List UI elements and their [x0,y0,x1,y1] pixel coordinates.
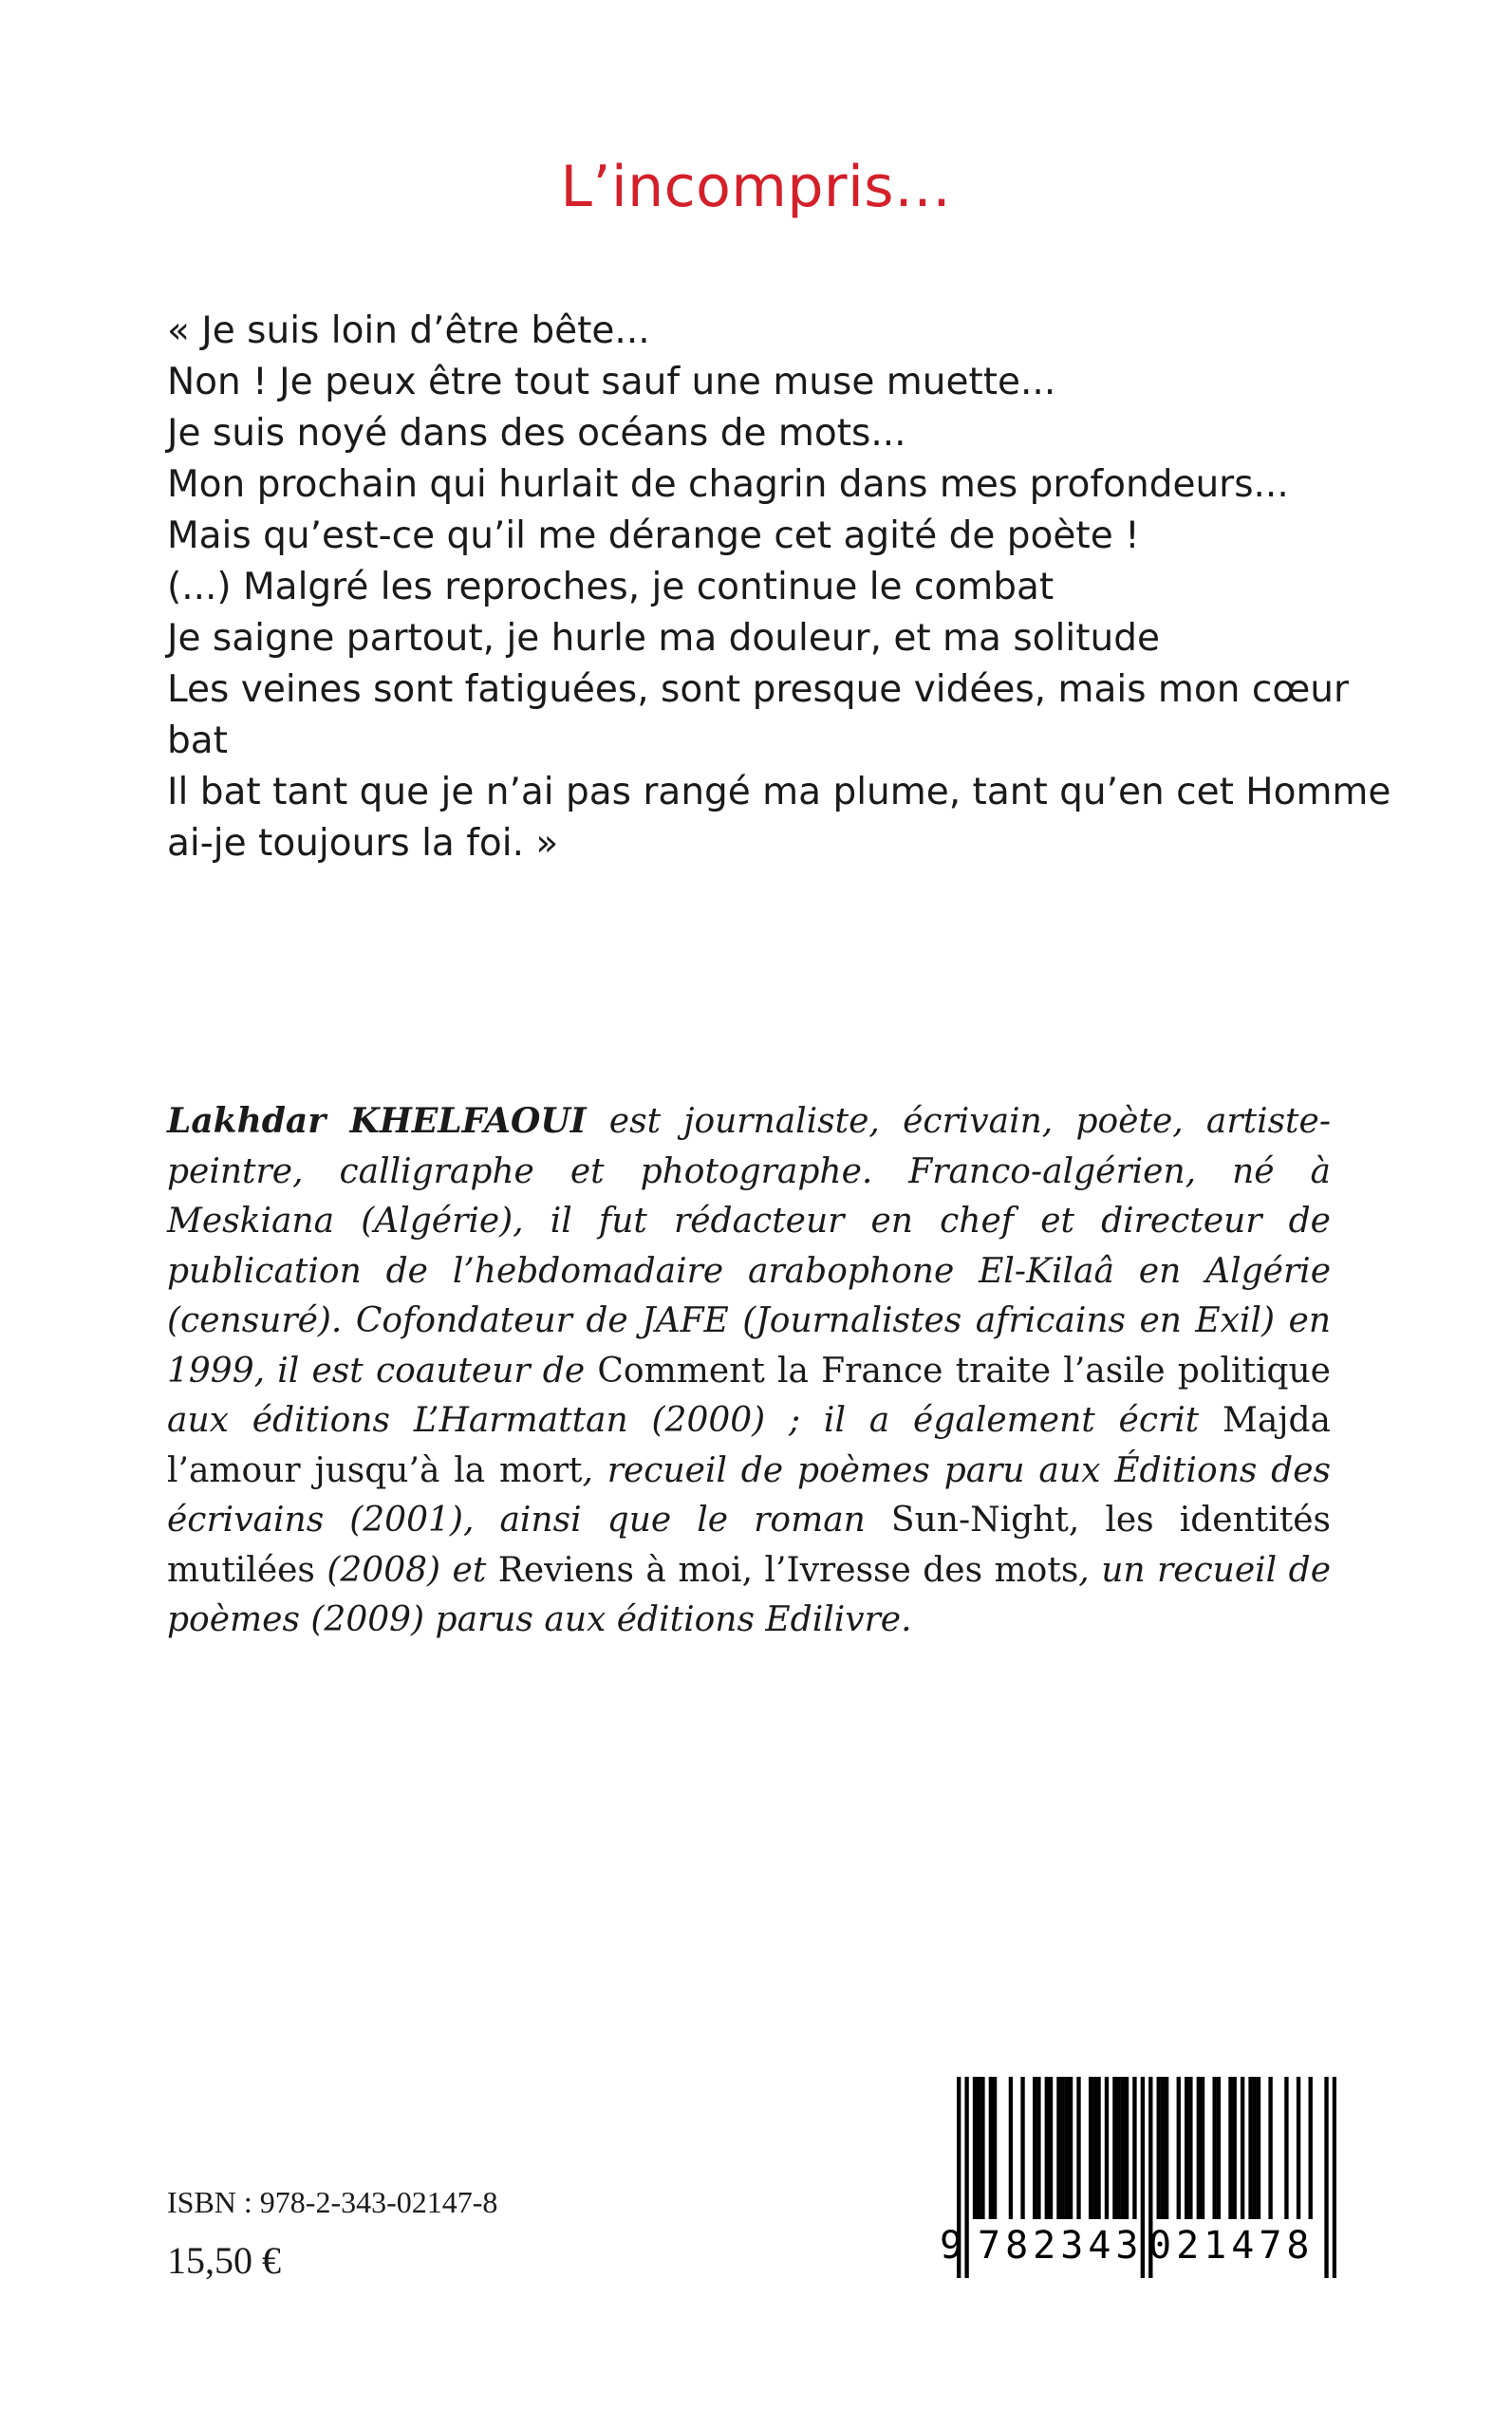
barcode-bar [1105,2077,1109,2219]
author-name: Lakhdar KHELFAOUI [167,1101,587,1141]
bio-text: (2008) et [314,1550,498,1590]
barcode-bar [1165,2077,1168,2219]
poem-line: Mon prochain qui hurlait de chagrin dans mes profondeurs... [167,463,1289,506]
poem-line: Je suis noyé dans des océans de mots... [167,412,906,455]
barcode-bar [1161,2077,1165,2219]
barcode-bar [1092,2077,1096,2219]
barcode-bar [1036,2077,1040,2219]
barcode-bar [1089,2077,1092,2219]
poem-line: Mais qu’est-ce qu’il me dérange cet agité de poète ! [167,514,1140,557]
barcode-digits [940,2224,1338,2281]
barcode-bar [1257,2077,1260,2219]
barcode-bar [1233,2077,1237,2219]
barcode-bar [989,2077,993,2219]
poem-line: Je saigne partout, je hurle ma douleur, et ma solitude [167,617,1160,660]
poem-line: Non ! Je peux être tout sauf une muse muette... [167,361,1056,403]
barcode-bar [1112,2077,1116,2219]
barcode-bar [973,2077,977,2219]
poem-excerpt [167,306,1391,869]
poem-line: Les veines sont fatiguées, sont presque vidées, mais mon cœur [167,668,1349,711]
barcode-bar [1049,2077,1053,2219]
barcode-bar [1045,2077,1049,2219]
barcode-bar [1076,2077,1080,2219]
bio-text: aux éditions L’Harmattan (2000) ; il a également écrit [167,1401,1223,1440]
barcode-bar [993,2077,997,2219]
barcode-bar [1228,2077,1232,2219]
barcode-bar [1065,2077,1069,2219]
author-biography [167,1096,1331,1646]
poem-line: Il bat tant que je n’ai pas rangé ma plume, tant qu’en cet Homme [167,771,1391,813]
barcode-bar [1157,2077,1161,2219]
bio-text: est journaliste, écrivain, poète, artiste-peintre, calligraphe et photographe. Franco-algérien, né à Meskiana (Algérie), il fut rédacteur en chef et directeur de publication de l’hebdomadaire arabophone El-Kilaâ en Algérie (censuré). Cofondateur de JAFE (Journalistes africains en Exil) en 1999, il est coauteur de [167,1102,1331,1391]
barcode-bar [1177,2077,1181,2219]
poem-line: « Je suis loin d’être bête... [167,309,650,352]
barcode-bar [1241,2077,1244,2219]
barcode-bar [1096,2077,1100,2219]
book-title: Sun-Night, les identités mutilées [167,1501,1331,1590]
cover-title: L’incompris… [560,154,952,220]
book-title: Reviens à moi, l’Ivresse des mots [497,1550,1079,1590]
barcode-bar [1132,2077,1136,2219]
barcode-bar [1069,2077,1073,2219]
barcode-bar [980,2077,984,2219]
barcode-bar [1185,2077,1188,2219]
barcode-bar [1253,2077,1257,2219]
isbn-label: ISBN : 978-2-343-02147-8 [167,2185,498,2219]
book-title: Comment la France traite l’asile politique [597,1351,1331,1391]
barcode-bar [1060,2077,1064,2219]
bio-text: , recueil de poèmes paru aux Éditions des écrivains (2001), ainsi que le roman [167,1450,1331,1540]
price-label: 15,50 € [167,2239,281,2282]
barcode-bar [1268,2077,1272,2219]
poem-line: (...) Malgré les reproches, je continue le combat [167,566,1055,608]
barcode-bar [1188,2077,1192,2219]
barcode-bar [1116,2077,1120,2219]
barcode-bar [1284,2077,1288,2219]
barcode-bar [1201,2077,1204,2219]
barcode-digit-group-right: 021478 [1148,2224,1315,2268]
barcode-digit-group-left: 782343 [978,2224,1144,2268]
barcode-digit-prefix: 9 [940,2224,963,2268]
barcode-bar [977,2077,980,2219]
barcode-bar [1125,2077,1129,2219]
barcode-bar [1056,2077,1060,2219]
barcode-bar [1217,2077,1221,2219]
poem-line: bat [167,719,228,762]
book-title: Majda l’amour jusqu’à la mort [167,1401,1331,1490]
barcode-bar [1020,2077,1024,2219]
barcode-bar [1121,2077,1125,2219]
barcode-bar [1212,2077,1216,2219]
barcode-bar [1009,2077,1013,2219]
poem-line: ai-je toujours la foi. » [167,822,559,865]
barcode-bar [1297,2077,1300,2219]
barcode-bar [1248,2077,1252,2219]
barcode-bar [1033,2077,1036,2219]
barcode-bar [1309,2077,1313,2219]
barcode-bar [1197,2077,1201,2219]
bio-text: , un recueil de poèmes (2009) parus aux éditions Edilivre. [167,1550,1331,1639]
